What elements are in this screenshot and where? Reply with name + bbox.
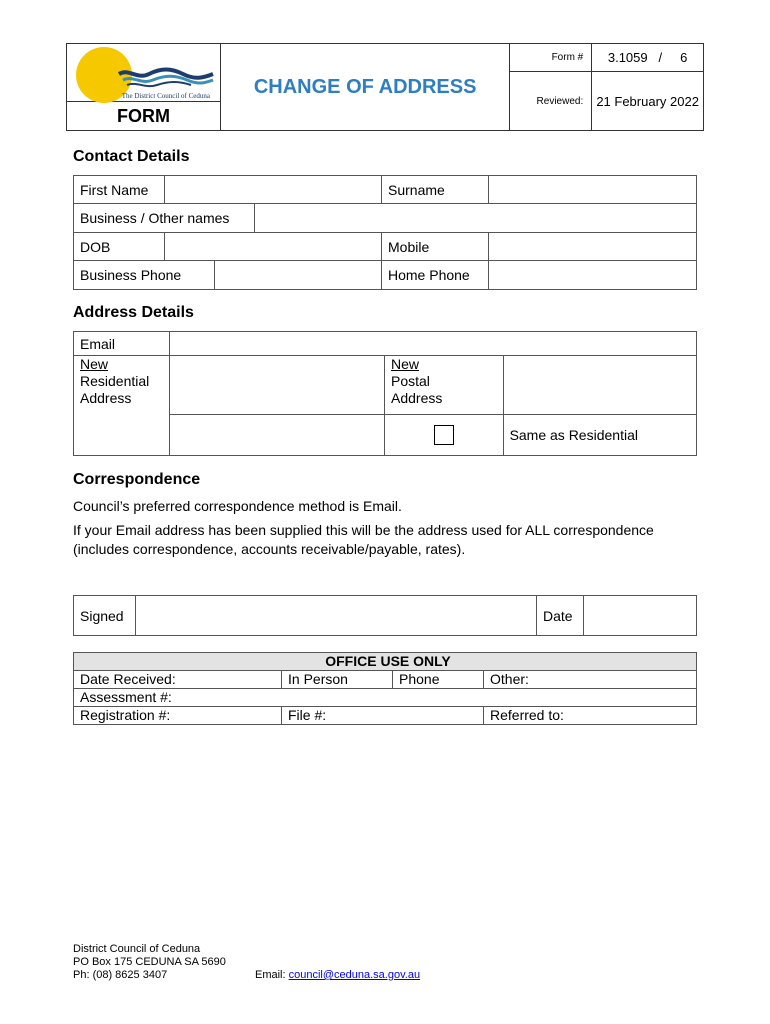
date-label: Date (537, 596, 584, 636)
business-names-label: Business / Other names (74, 204, 255, 233)
footer-email-link[interactable]: council@ceduna.sa.gov.au (288, 969, 421, 981)
date-field[interactable] (584, 596, 697, 636)
new-residential-label: New Residential Address (74, 356, 170, 456)
footer-address (73, 943, 226, 982)
contact-details-table (73, 175, 697, 204)
business-names-field[interactable] (255, 204, 697, 233)
home-phone-label: Home Phone (382, 261, 489, 290)
correspondence-title: Correspondence (73, 471, 201, 488)
same-as-residential-label: Same as Residential (503, 415, 696, 456)
address-details-table (73, 331, 697, 456)
reviewed-label: Reviewed: (510, 72, 592, 131)
footer-po-box: PO Box 175 CEDUNA SA 5690 (73, 956, 226, 968)
business-names-table (73, 203, 697, 233)
file-label: File #: (282, 707, 484, 725)
correspondence-text-1: Council’s preferred correspondence method is Email. (73, 498, 402, 514)
email-field[interactable] (170, 332, 697, 356)
registration-label: Registration #: (74, 707, 282, 725)
phone-label: Phone (393, 671, 484, 689)
correspondence-text-3: (includes correspondence, accounts receivable/payable, rates). (73, 541, 466, 557)
form-label: FORM (67, 102, 221, 131)
first-name-field[interactable] (165, 176, 382, 204)
dob-field[interactable] (165, 233, 382, 261)
signed-label: Signed (74, 596, 136, 636)
residential-address-field-2[interactable] (170, 415, 385, 456)
signature-field[interactable] (136, 596, 537, 636)
postal-address-field-1[interactable] (503, 356, 696, 415)
first-name-label: First Name (74, 176, 165, 204)
footer-email-label: Email: (255, 969, 286, 981)
surname-field[interactable] (489, 176, 697, 204)
dob-label: DOB (74, 233, 165, 261)
other-label: Other: (484, 671, 697, 689)
new-postal-label: New Postal Address (385, 356, 504, 415)
in-person-label: In Person (282, 671, 393, 689)
reviewed-date: 21 February 2022 (592, 72, 704, 131)
business-phone-field[interactable] (215, 261, 382, 290)
address-details-title: Address Details (73, 304, 194, 321)
contact-details-title: Contact Details (73, 148, 190, 165)
business-phone-label: Business Phone (74, 261, 215, 290)
signature-table (73, 595, 697, 636)
footer-org: District Council of Ceduna (73, 943, 201, 955)
mobile-field[interactable] (489, 233, 697, 261)
residential-address-field-1[interactable] (170, 356, 385, 415)
home-phone-field[interactable] (489, 261, 697, 290)
mobile-label: Mobile (382, 233, 489, 261)
page-title: CHANGE OF ADDRESS (221, 44, 510, 131)
footer-phone: Ph: (08) 8625 3407 (73, 969, 168, 981)
office-use-table (73, 652, 697, 725)
form-number: 3.1059 / 6 (592, 44, 704, 72)
surname-label: Surname (382, 176, 489, 204)
same-as-residential-checkbox[interactable] (434, 425, 454, 445)
assessment-label: Assessment #: (74, 689, 697, 707)
phone-table (73, 260, 697, 290)
form-header (66, 43, 704, 131)
org-name: The District Council of Ceduna (121, 91, 210, 100)
dob-mobile-table (73, 232, 697, 261)
footer-email (255, 969, 420, 982)
same-as-residential-cell (385, 415, 504, 456)
correspondence-text-2: If your Email address has been supplied this will be the address used for ALL correspondence (73, 522, 654, 538)
referred-label: Referred to: (484, 707, 697, 725)
email-label: Email (74, 332, 170, 356)
form-number-label: Form # (510, 44, 592, 72)
date-received-label: Date Received: (74, 671, 282, 689)
office-use-heading: OFFICE USE ONLY (74, 653, 697, 671)
logo-cell (67, 44, 221, 102)
